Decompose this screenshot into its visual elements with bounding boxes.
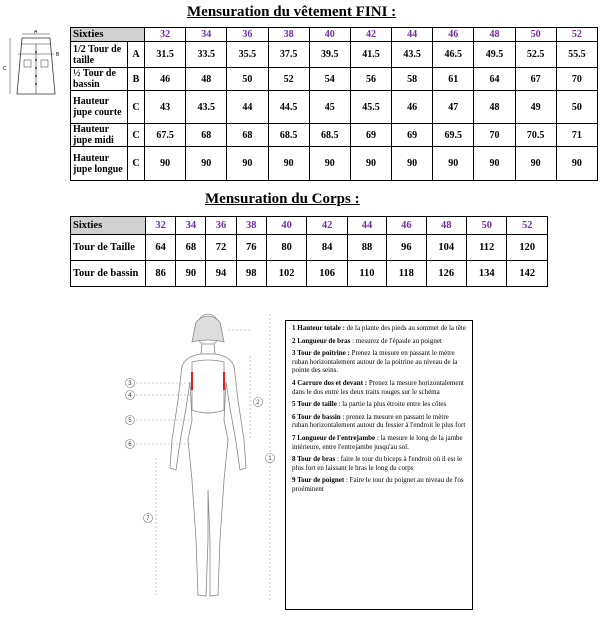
table-cell: 47 [433, 91, 474, 124]
table-cell: 50 [227, 68, 268, 91]
legend-item [292, 434, 466, 451]
legend-item-title: 5 Tour de taille [292, 400, 337, 409]
row-label: ½ Tour de bassin [71, 68, 128, 91]
table-cell: 56 [350, 68, 391, 91]
table-cell: 52.5 [515, 42, 556, 68]
table-cell: 110 [347, 261, 386, 287]
table-cell: 64 [474, 68, 515, 91]
table-corner: Sixties [71, 28, 145, 42]
skirt-label-a: A [34, 30, 38, 35]
legend-item [292, 413, 466, 430]
table-row [71, 42, 598, 68]
table-cell: 88 [347, 235, 386, 261]
size-header: 40 [266, 217, 306, 235]
legend-item-title: 6 Tour de bassin [292, 412, 341, 421]
legend-item-title: 3 Tour de poitrine : [292, 349, 350, 358]
table-cell: 90 [176, 261, 206, 287]
legend-item-text: : mesurez de l'épaule au poignet [350, 336, 442, 345]
table-cell: 37.5 [268, 42, 309, 68]
table-cell: 98 [236, 261, 266, 287]
table-cell: 94 [206, 261, 236, 287]
row-label: Tour de bassin [71, 261, 146, 287]
legend-item-text: : Faire le tour du poignet au niveau de l'os proéminent [292, 476, 464, 493]
table-cell: 86 [146, 261, 176, 287]
table-cell: 69 [392, 124, 433, 147]
table-cell: 68 [176, 235, 206, 261]
legend-item-title: 8 Tour de bras [292, 455, 336, 464]
legend-item [292, 455, 466, 472]
size-header: 32 [146, 217, 176, 235]
row-letter: C [128, 91, 145, 124]
table-cell: 68 [186, 124, 227, 147]
row-letter: A [128, 42, 145, 68]
size-header: 38 [236, 217, 266, 235]
size-header: 48 [474, 28, 515, 42]
legend-item [292, 379, 466, 396]
marker-4: 4 [128, 393, 132, 400]
table-cell: 45.5 [350, 91, 391, 124]
table-cell: 104 [426, 235, 466, 261]
table-cell: 33.5 [186, 42, 227, 68]
table-cell: 90 [392, 147, 433, 181]
table-cell: 39.5 [309, 42, 350, 68]
row-letter: B [128, 68, 145, 91]
table-cell: 71 [556, 124, 597, 147]
size-header: 36 [227, 28, 268, 42]
table-row [71, 124, 598, 147]
legend-item-text: : la partie la plus étroite entre les côtes [336, 400, 447, 409]
legend-item-text: : la mesure le long de la jambe intérieure, entre l'entrejambe jusqu'au sol. [292, 433, 463, 451]
table-cell: 84 [307, 235, 347, 261]
table-cell: 70.5 [515, 124, 556, 147]
table-cell: 126 [426, 261, 466, 287]
size-header: 46 [433, 28, 474, 42]
table-cell: 72 [206, 235, 236, 261]
table-cell: 118 [387, 261, 426, 287]
table-cell: 43.5 [186, 91, 227, 124]
body-title: Mensuration du Corps : [205, 191, 360, 207]
table-cell: 48 [474, 91, 515, 124]
table-row [71, 91, 598, 124]
table-cell: 90 [433, 147, 474, 181]
row-label: Hauteur jupe midi [71, 124, 128, 147]
table-cell: 44.5 [268, 91, 309, 124]
table-cell: 46.5 [433, 42, 474, 68]
garment-size-table [70, 27, 598, 181]
table-cell: 90 [145, 147, 186, 181]
size-header: 32 [145, 28, 186, 42]
table-cell: 90 [309, 147, 350, 181]
table-cell: 90 [227, 147, 268, 181]
legend-item-title: 9 Tour de poignet [292, 476, 345, 485]
table-row [71, 147, 598, 181]
table-cell: 120 [507, 235, 548, 261]
body-figure-diagram [120, 310, 280, 610]
table-cell: 80 [266, 235, 306, 261]
row-label: 1/2 Tour de taille [71, 42, 128, 68]
table-cell: 90 [186, 147, 227, 181]
table-cell: 69 [350, 124, 391, 147]
table-cell: 67 [515, 68, 556, 91]
table-cell: 49.5 [474, 42, 515, 68]
size-header: 42 [350, 28, 391, 42]
table-cell: 35.5 [227, 42, 268, 68]
size-header: 34 [176, 217, 206, 235]
legend-item [292, 324, 466, 333]
table-cell: 76 [236, 235, 266, 261]
body-silhouette [170, 314, 246, 596]
size-header: 48 [426, 217, 466, 235]
legend-item-text: Prenez la mesure en passant le mètre ruban horizontalement autour de la poitrine au niveau de la pointe des seins. [292, 349, 458, 375]
table-cell: 58 [392, 68, 433, 91]
table-cell: 61 [433, 68, 474, 91]
table-corner: Sixties [71, 217, 146, 235]
legend-item-title: 2 Longueur de bras [292, 336, 351, 345]
table-cell: 54 [309, 68, 350, 91]
legend-item-text: Prenez la mesure horizontalement dans le dos entre les deux traits rouges sur le schéma [292, 378, 464, 396]
table-cell: 106 [307, 261, 347, 287]
size-header: 44 [347, 217, 386, 235]
table-cell: 48 [186, 68, 227, 91]
legend-item [292, 337, 466, 346]
marker-7: 7 [146, 516, 150, 523]
body-size-table [70, 216, 548, 287]
row-label: Tour de Taille [71, 235, 146, 261]
table-cell: 90 [350, 147, 391, 181]
legend-item-text: : faire le tour du biceps à l'endroit où il est le plus fort en laissant le bras le long du corps [292, 455, 463, 472]
legend-item-title: 1 Hauteur totale : [292, 324, 345, 332]
table-cell: 50 [556, 91, 597, 124]
row-label: Hauteur jupe longue [71, 147, 128, 181]
table-cell: 43 [145, 91, 186, 124]
legend-item-text: : prenez la mesure en passant le mètre ruban horizontalement autour du fessier à l'endroit le plus fort [292, 412, 466, 430]
size-header: 38 [268, 28, 309, 42]
size-header: 46 [387, 217, 426, 235]
size-header: 40 [309, 28, 350, 42]
skirt-label-b: B [56, 52, 60, 58]
marker-5: 5 [128, 418, 132, 425]
table-cell: 68 [227, 124, 268, 147]
marker-3: 3 [128, 381, 132, 388]
table-cell: 90 [474, 147, 515, 181]
table-cell: 46 [392, 91, 433, 124]
garment-title: Mensuration du vêtement FINI : [187, 4, 397, 20]
table-cell: 46 [145, 68, 186, 91]
skirt-label-c: C [3, 66, 7, 72]
table-cell: 70 [556, 68, 597, 91]
size-header: 42 [307, 217, 347, 235]
table-cell: 52 [268, 68, 309, 91]
marker-1: 1 [268, 456, 272, 463]
size-header: 50 [466, 217, 506, 235]
table-cell: 44 [227, 91, 268, 124]
marker-2: 2 [256, 400, 260, 407]
row-letter: C [128, 124, 145, 147]
table-cell: 90 [556, 147, 597, 181]
size-header: 52 [556, 28, 597, 42]
table-cell: 112 [466, 235, 506, 261]
size-header: 44 [392, 28, 433, 42]
table-cell: 45 [309, 91, 350, 124]
table-cell: 69.5 [433, 124, 474, 147]
skirt-diagram [0, 30, 70, 115]
table-cell: 96 [387, 235, 426, 261]
measurement-legend [285, 320, 473, 610]
table-cell: 31.5 [145, 42, 186, 68]
size-header: 52 [507, 217, 548, 235]
table-cell: 68.5 [268, 124, 309, 147]
table-cell: 90 [515, 147, 556, 181]
marker-6: 6 [128, 442, 132, 449]
table-cell: 41.5 [350, 42, 391, 68]
table-cell: 134 [466, 261, 506, 287]
size-header: 36 [206, 217, 236, 235]
table-cell: 64 [146, 235, 176, 261]
size-header: 34 [186, 28, 227, 42]
table-cell: 43.5 [392, 42, 433, 68]
table-row [71, 235, 548, 261]
legend-item [292, 400, 466, 409]
table-cell: 70 [474, 124, 515, 147]
table-row [71, 68, 598, 91]
legend-item [292, 476, 466, 493]
size-header: 50 [515, 28, 556, 42]
table-cell: 67.5 [145, 124, 186, 147]
row-label: Hauteur jupe courte [71, 91, 128, 124]
table-cell: 142 [507, 261, 548, 287]
legend-item-title: 4 Carrure dos et devant : [292, 378, 368, 387]
row-letter: C [128, 147, 145, 181]
legend-item-title: 7 Longueur de l'entrejambe [292, 433, 376, 442]
table-row [71, 261, 548, 287]
table-cell: 55.5 [556, 42, 597, 68]
table-cell: 68.5 [309, 124, 350, 147]
table-cell: 49 [515, 91, 556, 124]
legend-item-text: de la plante des pieds au sommet de la tête [344, 324, 466, 332]
legend-item [292, 349, 466, 375]
table-cell: 90 [268, 147, 309, 181]
table-cell: 102 [266, 261, 306, 287]
